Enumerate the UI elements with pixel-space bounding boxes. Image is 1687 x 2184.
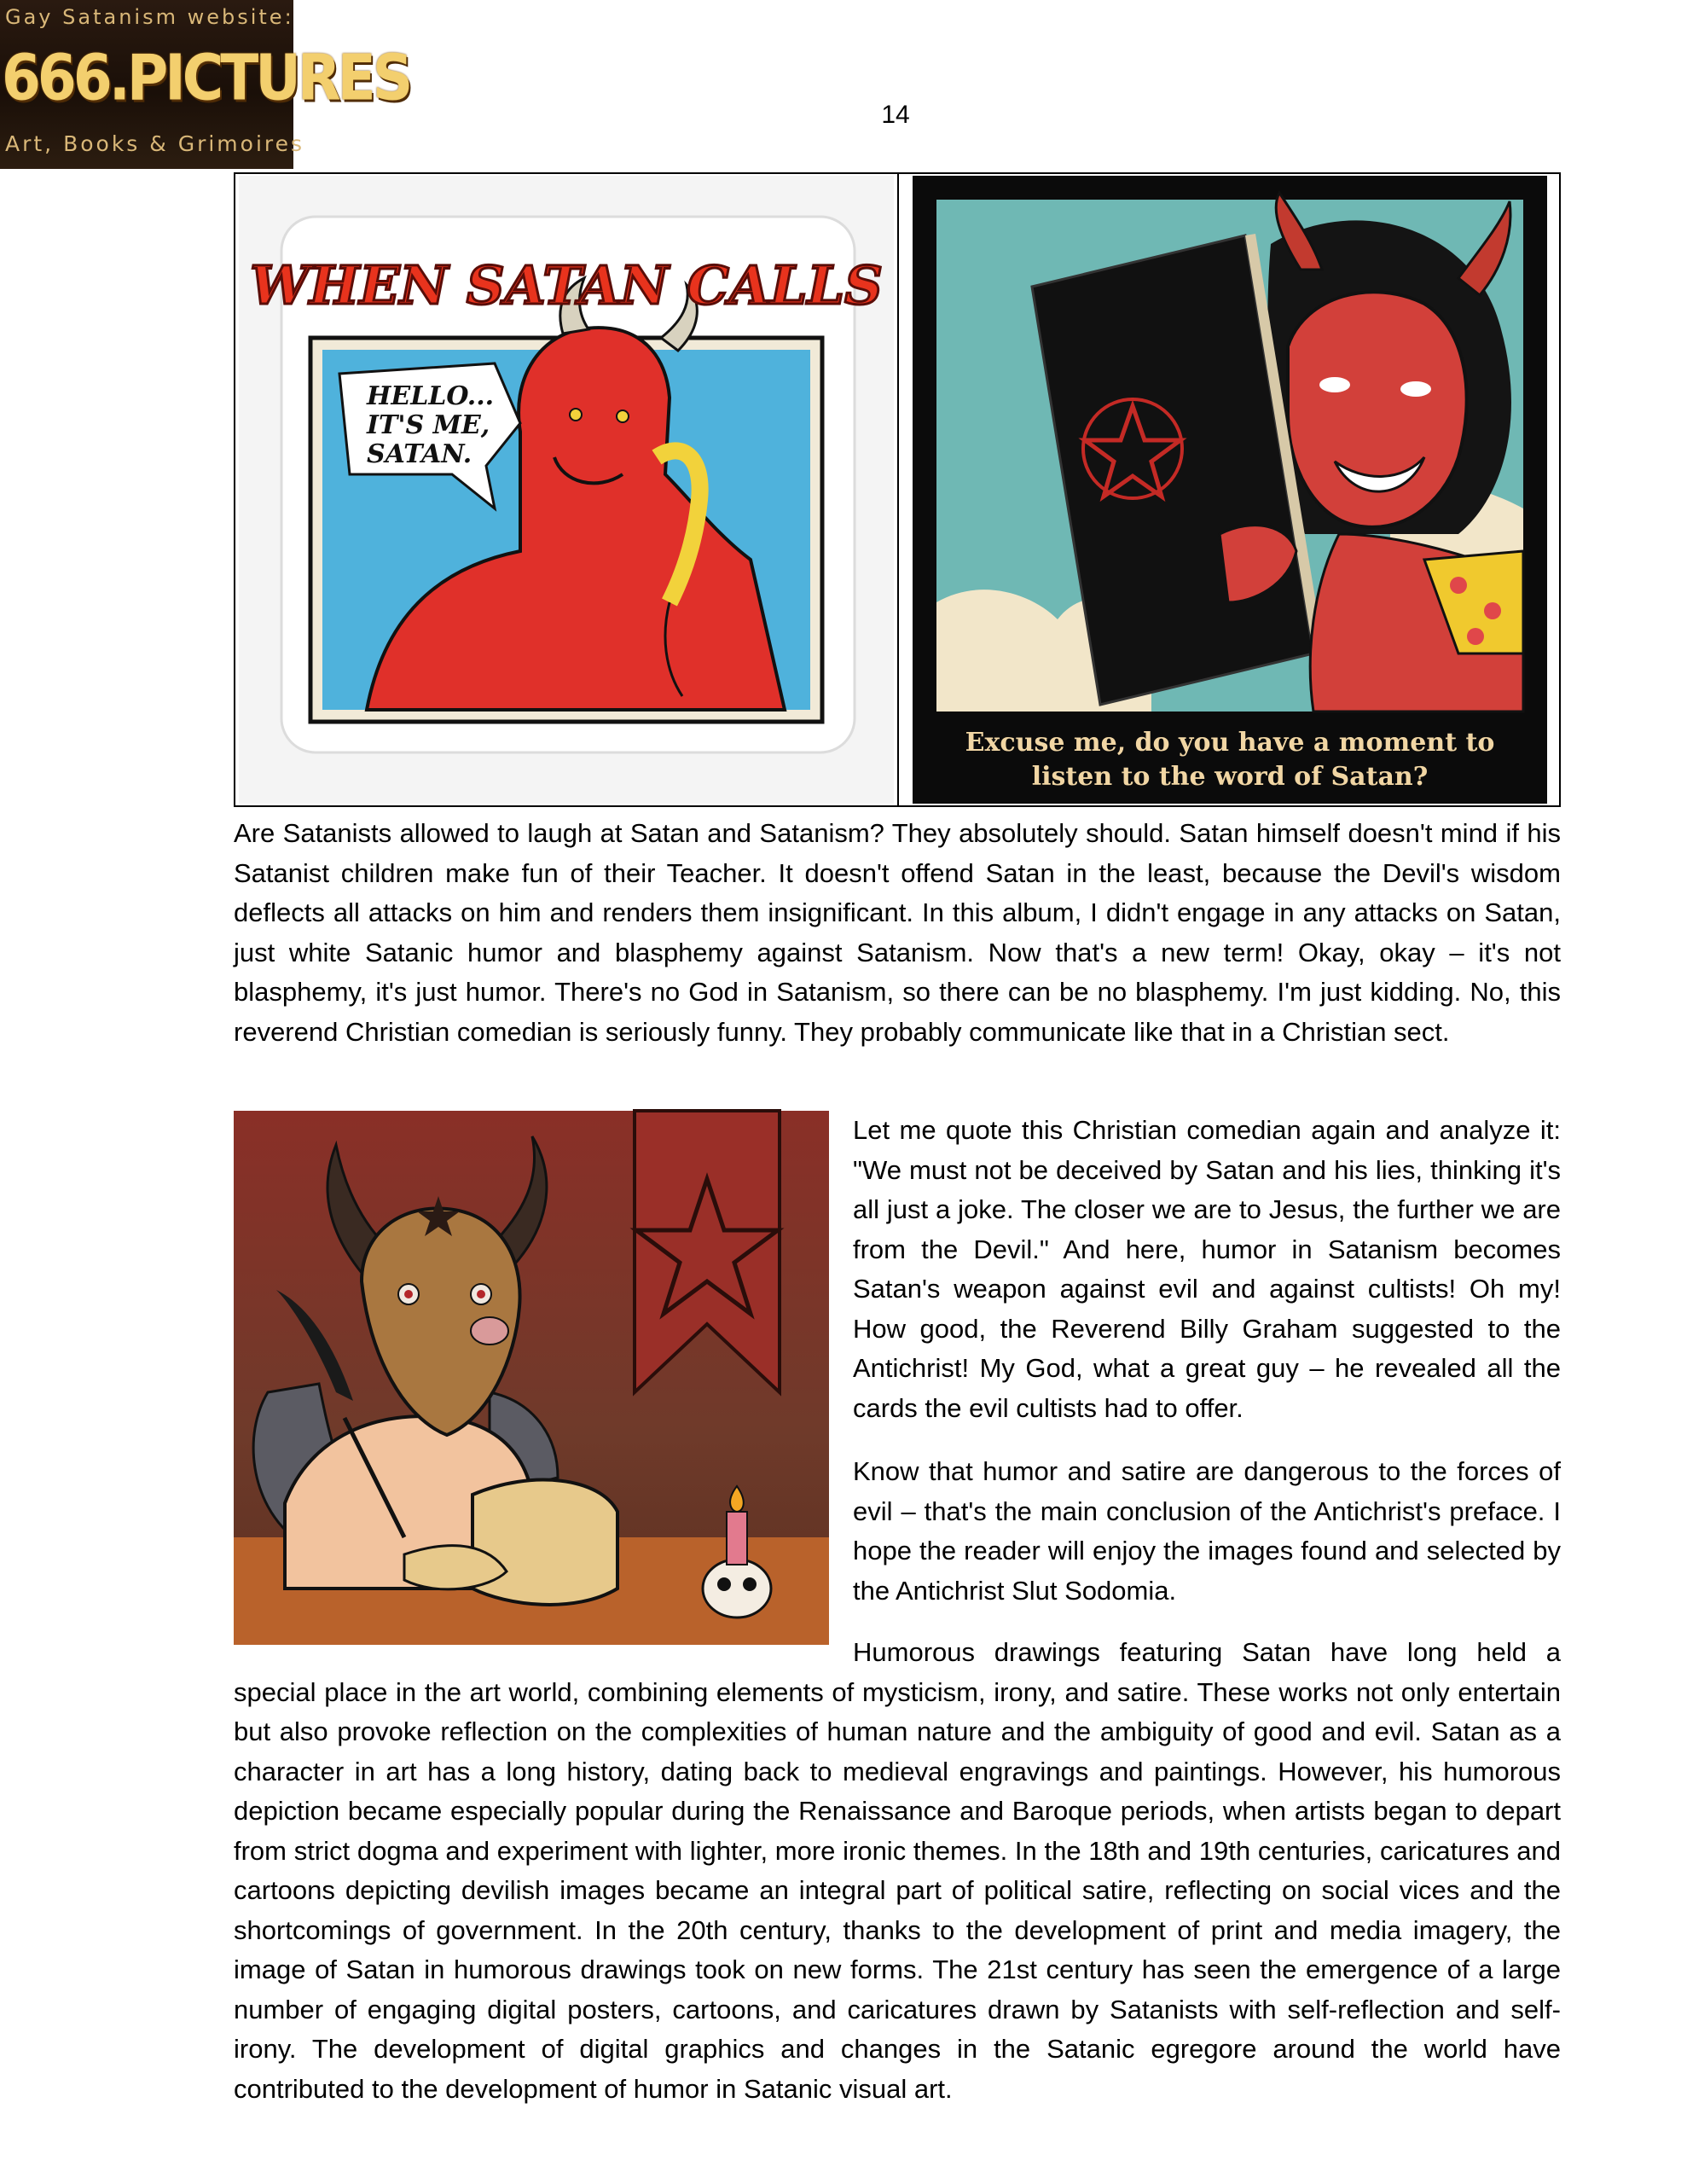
paragraph-2: Let me quote this Christian comedian again and analyze it: "We must not be deceived by Satan and his lies, thinking it's all just a joke. The closer we are to Jesus, the further we are from the Devil." And here, humor in Satanism becomes Satan's weapon against evil and against cultists! Oh my! How good, the Reverend Billy Graham suggested to the Antichrist! My God, what a great guy – he revealed all the cards the evil cultists had to offer. [853,1115,1561,1423]
paragraph-1: Are Satanists allowed to laugh at Satan and Satanism? They absolutely should. Satan himself doesn't mind if his Satanist children make fun of their Teacher. It doesn't offend Satan in the least, because the Devil's wisdom deflects all attacks on him and renders them insignificant. In this album, I didn't engage in any attacks on Satan, just white Satanic humor and blasphemy against Satanism. Now that's a new term! Okay, okay – it's not blasphemy, it's just humor. There's no God in Satanism, so there can be no blasphemy. I'm just kidding. No, this reverend Christian comedian is seriously funny. They probably communicate like that in a Christian sect. [234,818,1561,1047]
logo-wordmark: 666.PICTURES [2,41,410,115]
paragraph-4: Humorous drawings featuring Satan have long held a special place in the art world, combining elements of mysticism, irony, and satire. These works not only entertain but also provoke reflection on the complexities of human nature and the ambiguity of good and evil. Satan as a character in art has a long history, dating back to medieval engravings and paintings. However, his humorous depiction became especially popular during the Renaissance and Baroque periods, when artists began to depart from strict dogma and experiment with lighter, more ironic themes. In the 18th and 19th centuries, caricatures and cartoons depicting devilish images became an integral part of political satire, reflecting on social vices and the shortcomings of government. In the 20th century, thanks to the development of print and media imagery, the image of Satan in humorous drawings took on new forms. The 21st century has seen the emergence of a large number of engaging digital posters, cartoons, and caricatures drawn by Satanists with self-reflection and self-irony. The development of digital graphics and changes in the Satanic egregore around the world have contributed to the development of humor in Satanic visual art. [234,1637,1561,2104]
bubble-line-2: IT'S ME, [367,410,490,440]
baphomet-writing-image [234,1111,829,1645]
page-number: 14 [881,101,910,129]
logo-tagline-top: Gay Satanism website: [5,5,294,29]
table-divider [897,174,899,805]
caption-line-2: listen to the word of Satan? [1031,762,1429,792]
paragraph-3: Know that humor and satire are dangerous to the forces of evil – that's the main conclusion of the Antichrist's preface. I hope the reader will enjoy the images found and selected by the Antichrist Slut Sodomia. [853,1456,1561,1606]
caption-line-1: Excuse me, do you have a moment to [965,728,1495,758]
comic-title: WHEN SATAN CALLS [250,254,883,317]
when-satan-calls-image [239,176,894,804]
logo-tagline-bottom: Art, Books & Grimoires [5,131,305,156]
bubble-line-1: HELLO... [367,381,495,411]
image-table [234,172,1561,807]
site-logo[interactable] [0,0,410,169]
word-of-satan-image [913,176,1547,804]
bubble-line-3: SATAN. [367,439,472,469]
